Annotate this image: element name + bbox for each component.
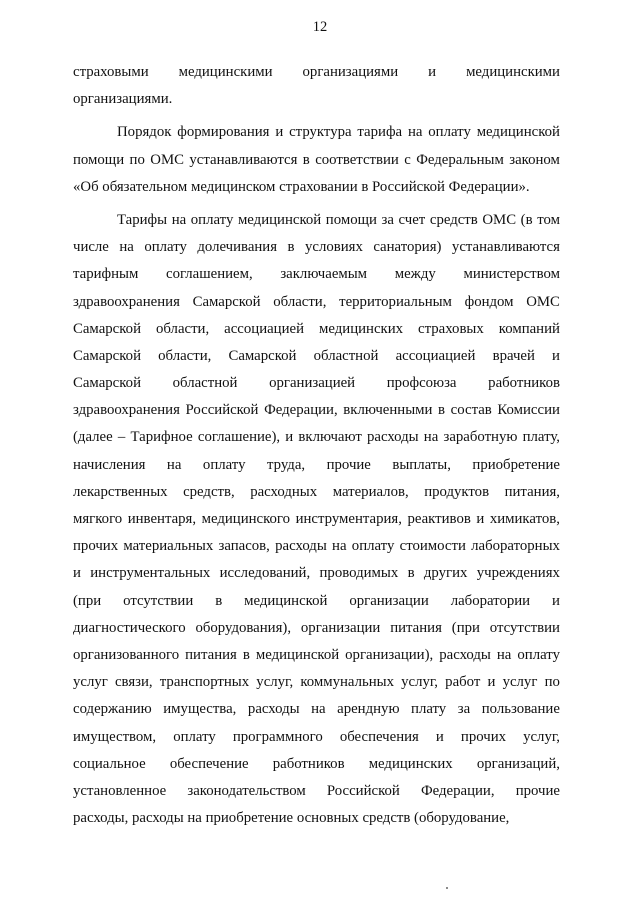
word: заключаемым xyxy=(280,266,368,283)
word: за xyxy=(457,701,471,718)
word: соглашением, xyxy=(166,266,253,283)
word: организациями xyxy=(302,64,399,80)
word: на xyxy=(166,456,182,473)
word: на xyxy=(311,701,326,718)
word: условиях xyxy=(304,239,363,256)
word: прочих xyxy=(73,538,119,555)
word: соглашение), xyxy=(197,429,281,446)
word: и xyxy=(275,124,284,141)
word: в xyxy=(242,646,250,663)
word: организованного xyxy=(73,646,180,663)
word: основных xyxy=(296,810,359,827)
word: начисления xyxy=(73,456,146,473)
word: на xyxy=(171,211,187,228)
text-line xyxy=(73,533,560,560)
word: законом xyxy=(509,151,560,168)
word: (оборудование, xyxy=(414,810,510,827)
text-line xyxy=(73,506,560,533)
word: лекарственных xyxy=(73,483,168,500)
word: профсоюза xyxy=(386,375,457,392)
word: министерством xyxy=(463,266,560,283)
word: том xyxy=(537,211,560,228)
word: оплату xyxy=(517,646,560,663)
word: ОМС xyxy=(482,211,517,228)
word: состав xyxy=(450,402,492,419)
word: на xyxy=(496,646,512,663)
word: инвентаря, xyxy=(127,511,197,527)
word: медицинской xyxy=(255,646,340,663)
word: страховых xyxy=(418,320,484,337)
word: расходы xyxy=(366,429,419,446)
word: на xyxy=(119,239,134,256)
word: ОМС xyxy=(150,151,184,168)
paragraph xyxy=(73,119,560,201)
word: прочие xyxy=(326,456,371,473)
word: территориальным xyxy=(339,293,452,310)
word: диагностического xyxy=(73,619,186,636)
word: включают xyxy=(298,429,362,446)
text-line xyxy=(73,615,560,642)
word: услуг, xyxy=(401,674,439,691)
word: расходы xyxy=(439,646,491,663)
word: в xyxy=(302,151,310,168)
word: (далее xyxy=(73,429,113,446)
word: реактивов xyxy=(407,511,471,527)
word: выплаты, xyxy=(392,456,451,473)
text-line xyxy=(73,805,560,832)
word: медицинской xyxy=(237,211,322,228)
word: и xyxy=(285,429,294,446)
word: между xyxy=(394,266,436,283)
word: питания xyxy=(185,646,237,663)
text-line xyxy=(73,289,560,316)
text-line xyxy=(73,174,560,201)
word: Тарифное xyxy=(130,429,193,446)
word: Российской xyxy=(185,402,259,419)
text-line xyxy=(73,724,560,751)
word: в xyxy=(215,592,223,609)
text-line xyxy=(73,343,560,370)
word: медицинского xyxy=(201,511,291,527)
word: медицинскими xyxy=(466,64,560,80)
word: других xyxy=(423,565,468,582)
word: на xyxy=(332,538,347,555)
word: услуг, xyxy=(523,728,560,745)
word: Порядок xyxy=(117,124,172,141)
word: лаборатории xyxy=(450,592,531,609)
word: Самарской xyxy=(73,347,141,364)
word: и xyxy=(552,347,560,364)
word: стоимости xyxy=(399,538,466,555)
text-line xyxy=(73,452,560,479)
text-line xyxy=(73,424,560,451)
word: социальное xyxy=(73,755,146,772)
word: организации xyxy=(300,619,381,636)
word: труда, xyxy=(266,456,306,473)
text-line xyxy=(73,119,560,146)
word: устанавливаются xyxy=(189,151,298,168)
word: помощи xyxy=(73,151,125,168)
paragraph xyxy=(73,207,560,832)
word: (в xyxy=(520,211,533,228)
word: счет xyxy=(398,211,426,228)
word: учреждениях xyxy=(476,565,560,582)
word: отсутствии xyxy=(489,619,560,636)
word: пользование xyxy=(481,701,560,718)
word: в xyxy=(438,402,446,419)
word: лабораторных xyxy=(471,538,560,555)
word: областной xyxy=(313,347,379,364)
word: медицинских xyxy=(319,320,404,337)
text-line xyxy=(73,588,560,615)
word: здравоохранения xyxy=(73,293,180,310)
text-line xyxy=(73,234,560,261)
word: средств xyxy=(362,810,411,827)
word: оплату xyxy=(173,728,216,745)
word: – xyxy=(117,429,126,446)
text-line xyxy=(73,261,560,288)
word: инструментария, xyxy=(295,511,402,527)
word: заработную xyxy=(443,429,518,446)
word: содержанию xyxy=(73,701,152,718)
word: организации), xyxy=(345,646,434,663)
word: Самарской xyxy=(228,347,297,364)
word: фондом xyxy=(464,293,514,310)
word: инструментальных xyxy=(90,565,211,582)
word: помощи xyxy=(325,211,377,228)
word: медицинской xyxy=(244,592,328,609)
word: устанавливаются xyxy=(451,239,560,256)
word: коммунальных xyxy=(300,674,394,691)
word: медицинских xyxy=(368,755,453,772)
word: плату xyxy=(411,701,447,718)
word: медицинскими xyxy=(178,64,273,80)
document-body xyxy=(73,59,560,832)
word: организацией xyxy=(269,375,356,392)
word: Федерации, xyxy=(264,402,338,419)
text-line xyxy=(73,59,560,86)
word: и xyxy=(552,592,560,609)
word: транспортных xyxy=(159,674,250,691)
word: прочие xyxy=(515,782,560,799)
word: тарифа xyxy=(357,124,403,141)
word: областной xyxy=(172,375,238,392)
word: плату, xyxy=(522,429,560,446)
word: программного xyxy=(232,728,323,745)
word: Самарской xyxy=(73,320,141,337)
word: (при xyxy=(73,592,102,609)
word: по xyxy=(129,151,145,168)
word: компаний xyxy=(498,320,560,337)
word: Российской xyxy=(326,782,400,799)
word: Федеральным xyxy=(416,151,504,168)
text-line xyxy=(73,207,560,234)
word: с xyxy=(404,151,411,168)
text-line xyxy=(73,86,560,113)
word: в xyxy=(287,239,295,256)
word: работ xyxy=(445,674,481,691)
paragraph xyxy=(73,59,560,113)
word: услуг xyxy=(73,674,108,691)
word: химикатов, xyxy=(489,511,560,527)
word: продуктов xyxy=(424,483,490,500)
word: запасов, xyxy=(218,538,270,555)
text-line xyxy=(73,751,560,778)
word: оплату xyxy=(428,124,471,141)
word: организациями. xyxy=(73,91,173,108)
word: здравоохранения xyxy=(73,402,180,419)
word: связи, xyxy=(114,674,153,691)
word: услуг xyxy=(502,674,538,691)
word: медицинской xyxy=(476,124,560,141)
word: Тарифы xyxy=(117,211,168,228)
word: ОМС xyxy=(526,293,560,310)
word: исследований, xyxy=(219,565,311,582)
word: структура xyxy=(289,124,352,141)
word: расходы, xyxy=(73,810,129,827)
word: приобретение xyxy=(205,810,294,827)
word: законодательством xyxy=(187,782,306,799)
word: обеспечение xyxy=(169,755,249,772)
word: проводимых xyxy=(319,565,399,582)
word: питания xyxy=(390,619,442,636)
word: установленное xyxy=(73,782,167,799)
word: на xyxy=(423,429,439,446)
word: Самарской xyxy=(192,293,261,310)
word: имуществом, xyxy=(73,728,157,745)
text-line xyxy=(73,669,560,696)
word: ассоциацией xyxy=(395,347,476,364)
word: и xyxy=(428,64,437,80)
word: материальных xyxy=(123,538,214,555)
word: и xyxy=(73,565,81,582)
word: средств xyxy=(429,211,478,228)
text-line xyxy=(73,479,560,506)
word: организации xyxy=(349,592,429,609)
word: оплату xyxy=(190,211,234,228)
word: тарифным xyxy=(73,266,139,283)
word: по xyxy=(544,674,560,691)
word: услуг, xyxy=(256,674,294,691)
word: расходных xyxy=(250,483,318,500)
word: питания, xyxy=(504,483,560,500)
word: прочих xyxy=(460,728,507,745)
word: Комиссии xyxy=(497,402,560,419)
word: оплату xyxy=(202,456,246,473)
text-line xyxy=(73,147,560,174)
word: отсутствии xyxy=(123,592,194,609)
text-line xyxy=(73,316,560,343)
word: материалов, xyxy=(332,483,409,500)
word: расходы xyxy=(247,701,300,718)
scan-speck xyxy=(446,887,448,889)
word: санатория) xyxy=(373,239,442,256)
word: мягкого xyxy=(73,511,123,527)
word: за xyxy=(381,211,394,228)
word: средств, xyxy=(183,483,235,500)
word: оплату xyxy=(351,538,395,555)
word: ассоциацией xyxy=(224,320,305,337)
word: оплату xyxy=(144,239,187,256)
page-number: 12 xyxy=(312,19,328,35)
word: на xyxy=(407,124,423,141)
word: имущества, xyxy=(163,701,237,718)
word: обеспечения xyxy=(339,728,419,745)
word: области, xyxy=(156,320,210,337)
word: арендную xyxy=(337,701,400,718)
word: области, xyxy=(273,293,327,310)
text-line xyxy=(73,397,560,424)
word: Самарской xyxy=(73,375,141,392)
word: оборудования), xyxy=(195,619,292,636)
word: и xyxy=(487,674,496,691)
word: организаций, xyxy=(476,755,560,772)
word: включенными xyxy=(343,402,433,419)
word: долечивания xyxy=(197,239,278,256)
word: формирования xyxy=(177,124,270,141)
word: на xyxy=(187,810,202,827)
word: «Об обязательном медицинском страховании в Российской Федерации». xyxy=(73,178,530,195)
word: расходы xyxy=(275,538,327,555)
text-line xyxy=(73,560,560,587)
word: соответствии xyxy=(315,151,399,168)
word: и xyxy=(435,728,444,745)
word: расходы xyxy=(132,810,184,827)
word: работников xyxy=(272,755,345,772)
word: Федерации, xyxy=(420,782,495,799)
text-line xyxy=(73,642,560,669)
text-line xyxy=(73,696,560,723)
word: работников xyxy=(488,375,560,392)
word: врачей xyxy=(492,347,535,364)
word: числе xyxy=(73,239,109,256)
text-line xyxy=(73,778,560,805)
word: в xyxy=(407,565,415,582)
text-line xyxy=(73,370,560,397)
word: страховыми xyxy=(73,64,149,80)
word: приобретение xyxy=(472,456,560,473)
word: (при xyxy=(451,619,480,636)
word: области, xyxy=(158,347,212,364)
word: и xyxy=(476,511,485,527)
